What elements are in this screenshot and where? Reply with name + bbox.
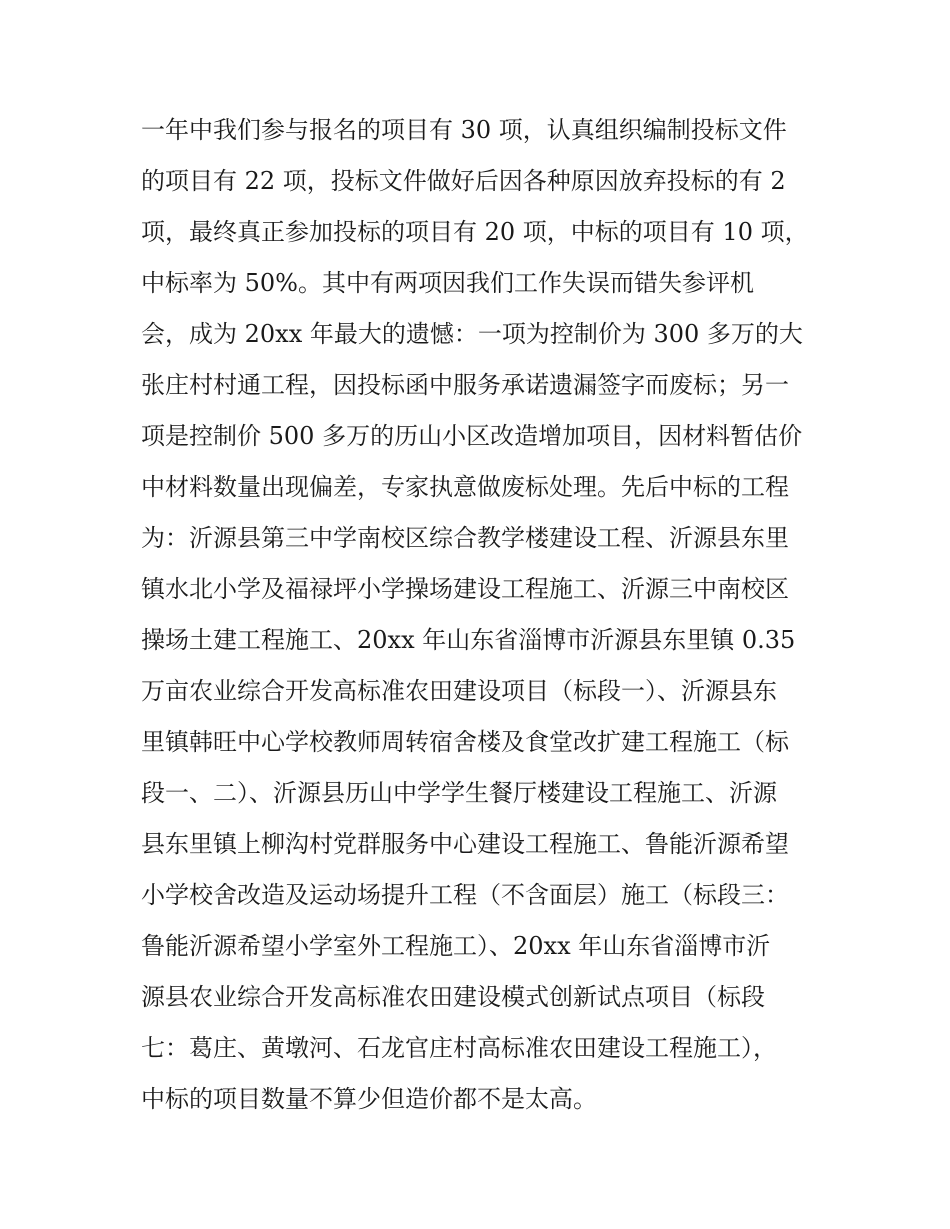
paragraph-line: 张庄村村通工程，因投标函中服务承诺遗漏签字而废标；另一 [141, 371, 789, 399]
paragraph-line: 镇水北小学及福禄坪小学操场建设工程施工、沂源三中南校区 [141, 575, 789, 603]
paragraph-line: 段一、二）、沂源县历山中学学生餐厅楼建设工程施工、沂源 [141, 779, 777, 807]
paragraph-line: 项是控制价 500 多万的历山小区改造增加项目，因材料暂估价 [141, 422, 803, 450]
paragraph-line: 里镇韩旺中心学校教师周转宿舍楼及食堂改扩建工程施工（标 [141, 728, 789, 756]
paragraph-line: 鲁能沂源希望小学室外工程施工）、20xx 年山东省淄博市沂 [141, 932, 771, 960]
paragraph-line: 操场土建工程施工、20xx 年山东省淄博市沂源县东里镇 0.35 [141, 626, 796, 654]
paragraph-line: 中标的项目数量不算少但造价都不是太高。 [141, 1085, 597, 1113]
paragraph-line: 的项目有 22 项，投标文件做好后因各种原因放弃投标的有 2 [141, 167, 786, 195]
paragraph-line: 七：葛庄、黄墩河、石龙官庄村高标准农田建设工程施工）， [141, 1034, 777, 1062]
paragraph-line: 万亩农业综合开发高标准农田建设项目（标段一）、沂源县东 [141, 677, 777, 705]
paragraph-line: 小学校舍改造及运动场提升工程（不含面层）施工（标段三： [141, 881, 789, 909]
paragraph-line: 一年中我们参与报名的项目有 30 项，认真组织编制投标文件 [141, 116, 787, 144]
paragraph-line: 会，成为 20xx 年最大的遗憾：一项为控制价为 300 多万的大 [141, 320, 803, 348]
paragraph-line: 中标率为 50%。其中有两项因我们工作失误而错失参评机 [141, 269, 754, 297]
paragraph-line: 源县农业综合开发高标准农田建设模式创新试点项目（标段 [141, 983, 765, 1011]
paragraph-line: 为：沂源县第三中学南校区综合教学楼建设工程、沂源县东里 [141, 524, 789, 552]
paragraph-line: 项，最终真正参加投标的项目有 20 项，中标的项目有 10 项， [141, 218, 809, 246]
paragraph-line: 中材料数量出现偏差，专家执意做废标处理。先后中标的工程 [141, 473, 789, 501]
body-paragraph [141, 108, 821, 1128]
paragraph-line: 县东里镇上柳沟村党群服务中心建设工程施工、鲁能沂源希望 [141, 830, 789, 858]
